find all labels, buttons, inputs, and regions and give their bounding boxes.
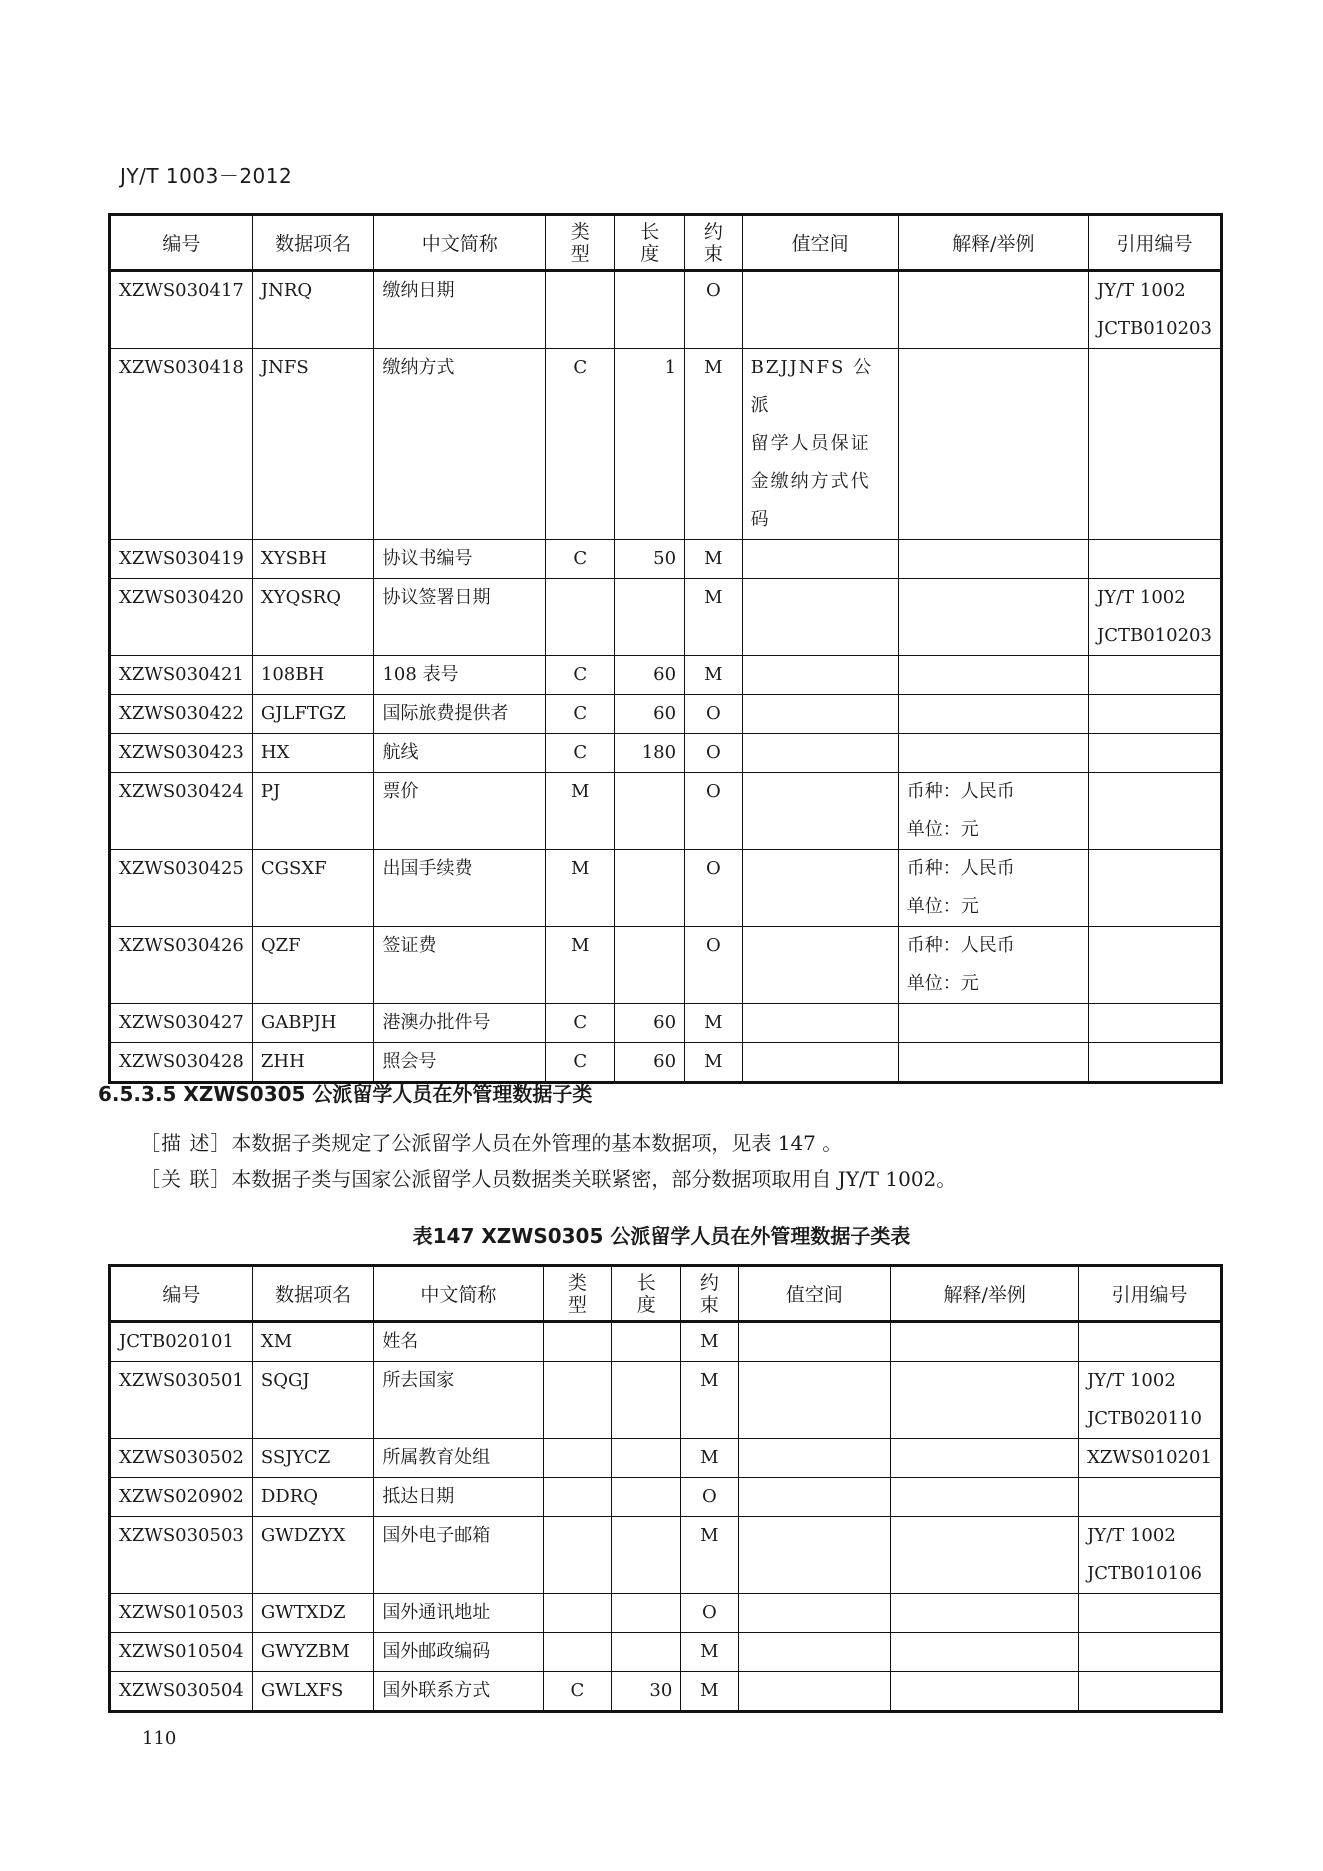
cell-cn-name: 国际旅费提供者 [374, 695, 546, 734]
cell-explanation [891, 1362, 1079, 1439]
table-caption: 表147 XZWS0305 公派留学人员在外管理数据子类表 [412, 1224, 911, 1248]
cell-item-name: XM [252, 1322, 373, 1362]
cell-constraint: O [681, 1594, 738, 1633]
cell-explanation [898, 656, 1088, 695]
cell-length: 180 [615, 734, 685, 773]
cell-constraint: O [685, 695, 743, 734]
cell-value-space [742, 927, 898, 1004]
cell-length [615, 773, 685, 850]
col-header-code: 编号 [110, 1266, 253, 1322]
cell-length [612, 1439, 681, 1478]
cell-length [612, 1594, 681, 1633]
cell-item-name: CGSXF [252, 850, 374, 927]
cell-type [546, 579, 615, 656]
cell-type [543, 1322, 612, 1362]
cell-reference [1089, 695, 1222, 734]
cell-cn-name: 国外联系方式 [374, 1672, 543, 1712]
col-header-constraint: 约 束 [685, 215, 743, 271]
cell-length [612, 1633, 681, 1672]
cell-length [612, 1478, 681, 1517]
cell-type [543, 1633, 612, 1672]
table-row [110, 1043, 1222, 1083]
cell-value-space [738, 1633, 891, 1672]
cell-cn-name: 航线 [374, 734, 546, 773]
cell-code: XZWS030425 [110, 850, 253, 927]
cell-value-space [742, 773, 898, 850]
col-header-cn-name: 中文简称 [374, 1266, 543, 1322]
cell-value-space [738, 1517, 891, 1594]
cell-constraint: O [685, 271, 743, 349]
cell-constraint: O [685, 927, 743, 1004]
table-row [110, 271, 1222, 349]
cell-type [543, 1594, 612, 1633]
describe-tag: ［描 述］ [140, 1131, 232, 1155]
page-number: 110 [142, 1728, 177, 1749]
cell-reference: JY/T 1002 JCTB010203 [1089, 271, 1222, 349]
cell-constraint: M [681, 1322, 738, 1362]
cell-value-space: BZJJNFS 公派 留学人员保证 金缴纳方式代 码 [742, 349, 898, 540]
cell-explanation [898, 695, 1088, 734]
cell-reference: JY/T 1002 JCTB010203 [1089, 579, 1222, 656]
col-header-length: 长 度 [615, 215, 685, 271]
cell-length [615, 927, 685, 1004]
cell-explanation [898, 734, 1088, 773]
cell-reference [1089, 1004, 1222, 1043]
cell-cn-name: 国外电子邮箱 [374, 1517, 543, 1594]
cell-explanation [891, 1478, 1079, 1517]
cell-reference [1079, 1322, 1222, 1362]
cell-type [543, 1362, 612, 1439]
cell-item-name: SQGJ [252, 1362, 373, 1439]
cell-item-name: XYSBH [252, 540, 374, 579]
cell-code: XZWS030427 [110, 1004, 253, 1043]
cell-constraint: M [685, 1043, 743, 1083]
cell-length [612, 1362, 681, 1439]
cell-value-space [742, 1043, 898, 1083]
cell-type: M [546, 927, 615, 1004]
cell-explanation [898, 579, 1088, 656]
cell-code: XZWS030504 [110, 1672, 253, 1712]
cell-cn-name: 协议书编号 [374, 540, 546, 579]
table-row [110, 1633, 1222, 1672]
cell-item-name: DDRQ [252, 1478, 373, 1517]
table-row [110, 734, 1222, 773]
table-row [110, 1322, 1222, 1362]
cell-cn-name: 108 表号 [374, 656, 546, 695]
cell-item-name: GWDZYX [252, 1517, 373, 1594]
data-items-table-2 [108, 1264, 1223, 1713]
cell-type [543, 1439, 612, 1478]
cell-reference [1089, 734, 1222, 773]
cell-explanation [891, 1594, 1079, 1633]
cell-reference [1089, 349, 1222, 540]
cell-cn-name: 票价 [374, 773, 546, 850]
cell-constraint: M [681, 1439, 738, 1478]
col-header-type: 类 型 [543, 1266, 612, 1322]
cell-item-name: QZF [252, 927, 374, 1004]
cell-constraint: M [685, 656, 743, 695]
table-row [110, 773, 1222, 850]
cell-reference: XZWS010201 [1079, 1439, 1222, 1478]
cell-explanation [898, 349, 1088, 540]
cell-explanation [898, 540, 1088, 579]
cell-reference: JY/T 1002 JCTB010106 [1079, 1517, 1222, 1594]
cell-value-space [742, 734, 898, 773]
col-header-item-name: 数据项名 [252, 215, 374, 271]
cell-length [612, 1322, 681, 1362]
cell-type: C [546, 1004, 615, 1043]
col-header-length: 长 度 [612, 1266, 681, 1322]
cell-code: XZWS030418 [110, 349, 253, 540]
cell-constraint: M [685, 1004, 743, 1043]
cell-constraint: M [681, 1672, 738, 1712]
cell-item-name: GWTXDZ [252, 1594, 373, 1633]
cell-type: C [543, 1672, 612, 1712]
cell-constraint: O [681, 1478, 738, 1517]
cell-value-space [738, 1478, 891, 1517]
cell-item-name: SSJYCZ [252, 1439, 373, 1478]
cell-code: XZWS030420 [110, 579, 253, 656]
cell-code: XZWS030426 [110, 927, 253, 1004]
cell-cn-name: 照会号 [374, 1043, 546, 1083]
cell-length [612, 1517, 681, 1594]
cell-length: 60 [615, 656, 685, 695]
cell-value-space [742, 656, 898, 695]
relation-paragraph [140, 1163, 956, 1192]
cell-code: XZWS030502 [110, 1439, 253, 1478]
cell-explanation [898, 1004, 1088, 1043]
cell-code: XZWS030421 [110, 656, 253, 695]
col-header-cn-name: 中文简称 [374, 215, 546, 271]
cell-length: 1 [615, 349, 685, 540]
table-row [110, 1594, 1222, 1633]
table-row [110, 656, 1222, 695]
cell-cn-name: 协议签署日期 [374, 579, 546, 656]
cell-value-space [738, 1362, 891, 1439]
cell-item-name: HX [252, 734, 374, 773]
cell-cn-name: 国外通讯地址 [374, 1594, 543, 1633]
col-header-code: 编号 [110, 215, 253, 271]
col-header-constraint: 约 束 [681, 1266, 738, 1322]
col-header-value-space: 值空间 [742, 215, 898, 271]
cell-cn-name: 港澳办批件号 [374, 1004, 546, 1043]
cell-length: 50 [615, 540, 685, 579]
cell-cn-name: 姓名 [374, 1322, 543, 1362]
cell-item-name: ZHH [252, 1043, 374, 1083]
cell-cn-name: 缴纳方式 [374, 349, 546, 540]
cell-value-space [742, 1004, 898, 1043]
cell-code: XZWS030428 [110, 1043, 253, 1083]
col-header-explanation: 解释/举例 [898, 215, 1088, 271]
cell-explanation [891, 1672, 1079, 1712]
cell-value-space [738, 1672, 891, 1712]
cell-type: M [546, 773, 615, 850]
cell-explanation [891, 1517, 1079, 1594]
table2-body [110, 1322, 1222, 1712]
cell-code: XZWS020902 [110, 1478, 253, 1517]
cell-explanation [898, 1043, 1088, 1083]
cell-constraint: M [681, 1633, 738, 1672]
cell-type: C [546, 540, 615, 579]
cell-cn-name: 出国手续费 [374, 850, 546, 927]
cell-value-space [742, 540, 898, 579]
cell-reference [1079, 1594, 1222, 1633]
cell-reference [1089, 1043, 1222, 1083]
cell-code: XZWS010503 [110, 1594, 253, 1633]
table-row [110, 349, 1222, 540]
cell-length [615, 271, 685, 349]
cell-explanation [891, 1439, 1079, 1478]
table-row [110, 1439, 1222, 1478]
cell-type [543, 1478, 612, 1517]
cell-constraint: O [685, 734, 743, 773]
cell-item-name: XYQSRQ [252, 579, 374, 656]
cell-explanation [898, 271, 1088, 349]
col-header-explanation: 解释/举例 [891, 1266, 1079, 1322]
table-row [110, 1362, 1222, 1439]
table-row [110, 1004, 1222, 1043]
cell-code: JCTB020101 [110, 1322, 253, 1362]
cell-value-space [742, 695, 898, 734]
cell-code: XZWS030423 [110, 734, 253, 773]
col-header-reference: 引用编号 [1089, 215, 1222, 271]
cell-reference: JY/T 1002 JCTB020110 [1079, 1362, 1222, 1439]
cell-type: C [546, 1043, 615, 1083]
col-header-value-space: 值空间 [738, 1266, 891, 1322]
table-row [110, 1517, 1222, 1594]
cell-constraint: M [681, 1517, 738, 1594]
table-row [110, 1672, 1222, 1712]
cell-length: 60 [615, 1043, 685, 1083]
cell-constraint: M [685, 579, 743, 656]
cell-length: 30 [612, 1672, 681, 1712]
cell-item-name: GWLXFS [252, 1672, 373, 1712]
cell-value-space [738, 1594, 891, 1633]
cell-reference [1089, 927, 1222, 1004]
cell-code: XZWS030503 [110, 1517, 253, 1594]
cell-constraint: O [685, 773, 743, 850]
cell-item-name: PJ [252, 773, 374, 850]
describe-paragraph [140, 1127, 842, 1156]
cell-type: C [546, 695, 615, 734]
section-heading: 6.5.3.5 XZWS0305 公派留学人员在外管理数据子类 [98, 1082, 593, 1106]
cell-item-name: 108BH [252, 656, 374, 695]
cell-item-name: JNFS [252, 349, 374, 540]
describe-text: 本数据子类规定了公派留学人员在外管理的基本数据项，见表 147 。 [231, 1131, 843, 1155]
cell-item-name: JNRQ [252, 271, 374, 349]
cell-value-space [742, 579, 898, 656]
data-items-table-1 [108, 213, 1223, 1084]
cell-cn-name: 抵达日期 [374, 1478, 543, 1517]
cell-value-space [742, 271, 898, 349]
cell-explanation [891, 1322, 1079, 1362]
relation-text: 本数据子类与国家公派留学人员数据类关联紧密，部分数据项取用自 JY/T 1002。 [231, 1167, 957, 1191]
cell-type: C [546, 349, 615, 540]
table-row [110, 927, 1222, 1004]
cell-type [546, 271, 615, 349]
relation-tag: ［关 联］ [140, 1167, 232, 1191]
cell-constraint: M [685, 540, 743, 579]
cell-code: XZWS030501 [110, 1362, 253, 1439]
cell-value-space [738, 1322, 891, 1362]
table1-body [110, 271, 1222, 1083]
col-header-reference: 引用编号 [1079, 1266, 1222, 1322]
cell-item-name: GJLFTGZ [252, 695, 374, 734]
cell-explanation: 币种：人民币 单位：元 [898, 927, 1088, 1004]
cell-cn-name: 所去国家 [374, 1362, 543, 1439]
table-row [110, 695, 1222, 734]
cell-explanation: 币种：人民币 单位：元 [898, 773, 1088, 850]
cell-code: XZWS030424 [110, 773, 253, 850]
cell-item-name: GABPJH [252, 1004, 374, 1043]
table-row [110, 1478, 1222, 1517]
cell-reference [1089, 540, 1222, 579]
col-header-type: 类 型 [546, 215, 615, 271]
standard-code: JY/T 1003－2012 [120, 164, 293, 188]
cell-length: 60 [615, 695, 685, 734]
cell-reference [1079, 1672, 1222, 1712]
table-row [110, 540, 1222, 579]
cell-explanation [891, 1633, 1079, 1672]
cell-length: 60 [615, 1004, 685, 1043]
cell-value-space [742, 850, 898, 927]
cell-cn-name: 所属教育处组 [374, 1439, 543, 1478]
cell-reference [1089, 656, 1222, 695]
cell-code: XZWS030422 [110, 695, 253, 734]
cell-code: XZWS030419 [110, 540, 253, 579]
cell-length [615, 850, 685, 927]
cell-reference [1089, 773, 1222, 850]
table-row [110, 579, 1222, 656]
cell-reference [1079, 1633, 1222, 1672]
cell-reference [1079, 1478, 1222, 1517]
cell-code: XZWS030417 [110, 271, 253, 349]
table-row [110, 850, 1222, 927]
cell-explanation: 币种：人民币 单位：元 [898, 850, 1088, 927]
cell-cn-name: 国外邮政编码 [374, 1633, 543, 1672]
cell-item-name: GWYZBM [252, 1633, 373, 1672]
cell-type: C [546, 656, 615, 695]
cell-cn-name: 签证费 [374, 927, 546, 1004]
cell-type [543, 1517, 612, 1594]
cell-type: M [546, 850, 615, 927]
cell-type: C [546, 734, 615, 773]
cell-reference [1089, 850, 1222, 927]
cell-constraint: M [685, 349, 743, 540]
cell-constraint: O [685, 850, 743, 927]
cell-code: XZWS010504 [110, 1633, 253, 1672]
cell-cn-name: 缴纳日期 [374, 271, 546, 349]
cell-length [615, 579, 685, 656]
col-header-item-name: 数据项名 [252, 1266, 373, 1322]
cell-constraint: M [681, 1362, 738, 1439]
cell-value-space [738, 1439, 891, 1478]
